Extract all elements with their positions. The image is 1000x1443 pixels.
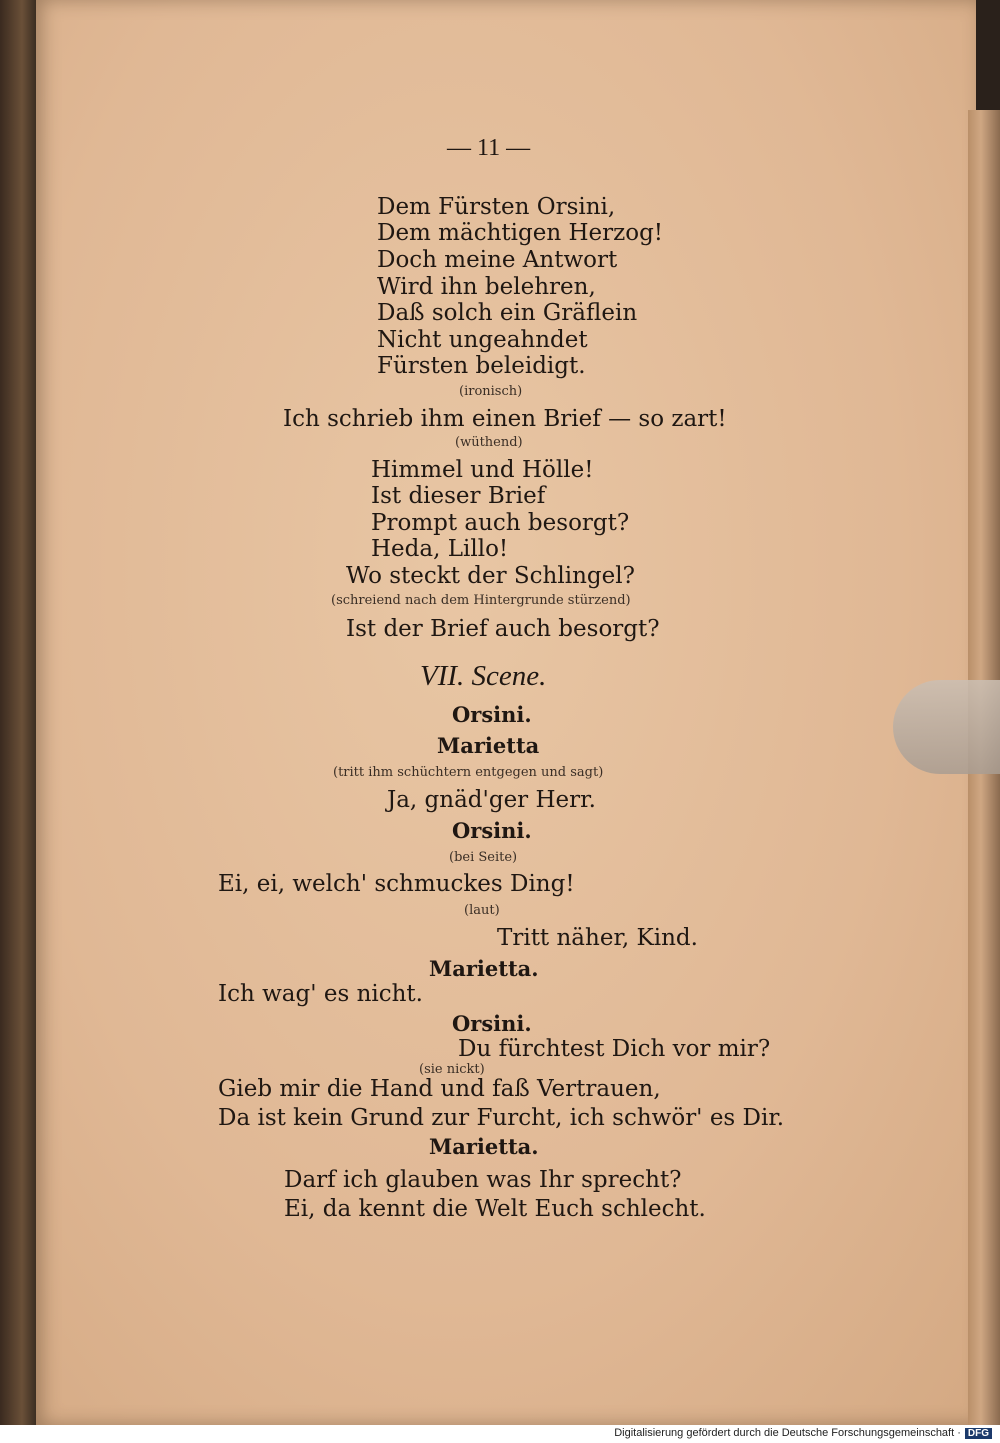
stage-direction: (sie nickt) [419,1062,485,1077]
stage-direction: (laut) [464,903,500,918]
book-spine [0,0,40,1443]
verse-line: Dem Fürsten Orsini, [377,194,616,220]
verse-line: Ist dieser Brief [371,483,546,509]
verse-line: Doch meine Antwort [377,247,618,273]
speaker-name: Orsini. [452,702,532,727]
stage-direction: (wüthend) [455,435,523,450]
funding-notice [614,1427,992,1439]
stage-direction: (bei Seite) [449,850,518,865]
bookmark-tab [893,680,1000,774]
speaker-name: Marietta. [429,956,539,981]
verse-line: Tritt näher, Kind. [497,925,698,951]
verse-line: Darf ich glauben was Ihr sprecht? [284,1167,682,1193]
speaker-name: Marietta. [429,1134,539,1159]
verse-line: Ei, da kennt die Welt Euch schlecht. [284,1196,706,1222]
speaker-name: Orsini. [452,1011,532,1036]
verse-line: Gieb mir die Hand und faß Vertrauen, [218,1076,661,1102]
funding-text: Digitalisierung gefördert durch die Deutsche Forschungsgemeinschaft · [614,1427,961,1439]
verse-line: Nicht ungeahndet [377,327,588,353]
verse-line: Heda, Lillo! [371,536,509,562]
verse-line: Ei, ei, welch' schmuckes Ding! [218,871,575,897]
stage-direction: (tritt ihm schüchtern entgegen und sagt) [333,765,604,780]
verse-line: Prompt auch besorgt? [371,510,630,536]
verse-line: Himmel und Hölle! [371,457,594,483]
dfg-logo: DFG [965,1428,992,1439]
verse-line: Du fürchtest Dich vor mir? [458,1036,771,1062]
verse-line: Ich schrieb ihm einen Brief — so zart! [283,406,727,432]
verse-line: Daß solch ein Gräflein [377,300,638,326]
page-number: — 11 — [447,135,531,161]
verse-line: Ich wag' es nicht. [218,981,423,1007]
verse-line: Fürsten beleidigt. [377,353,586,379]
verse-line: Wird ihn belehren, [377,274,596,300]
verse-line: Da ist kein Grund zur Furcht, ich schwör' es Dir. [218,1105,785,1131]
verse-line: Ist der Brief auch besorgt? [346,616,660,642]
scene-heading: VII. Scene. [420,660,547,692]
verse-line: Dem mächtigen Herzog! [377,220,664,246]
speaker-name: Marietta [437,733,540,758]
verse-line: Ja, gnäd'ger Herr. [387,787,596,813]
verse-line: Wo steckt der Schlingel? [346,563,635,589]
stage-direction: (schreiend nach dem Hintergrunde stürzend) [331,593,631,608]
stage-direction: (ironisch) [459,384,523,399]
speaker-name: Orsini. [452,818,532,843]
